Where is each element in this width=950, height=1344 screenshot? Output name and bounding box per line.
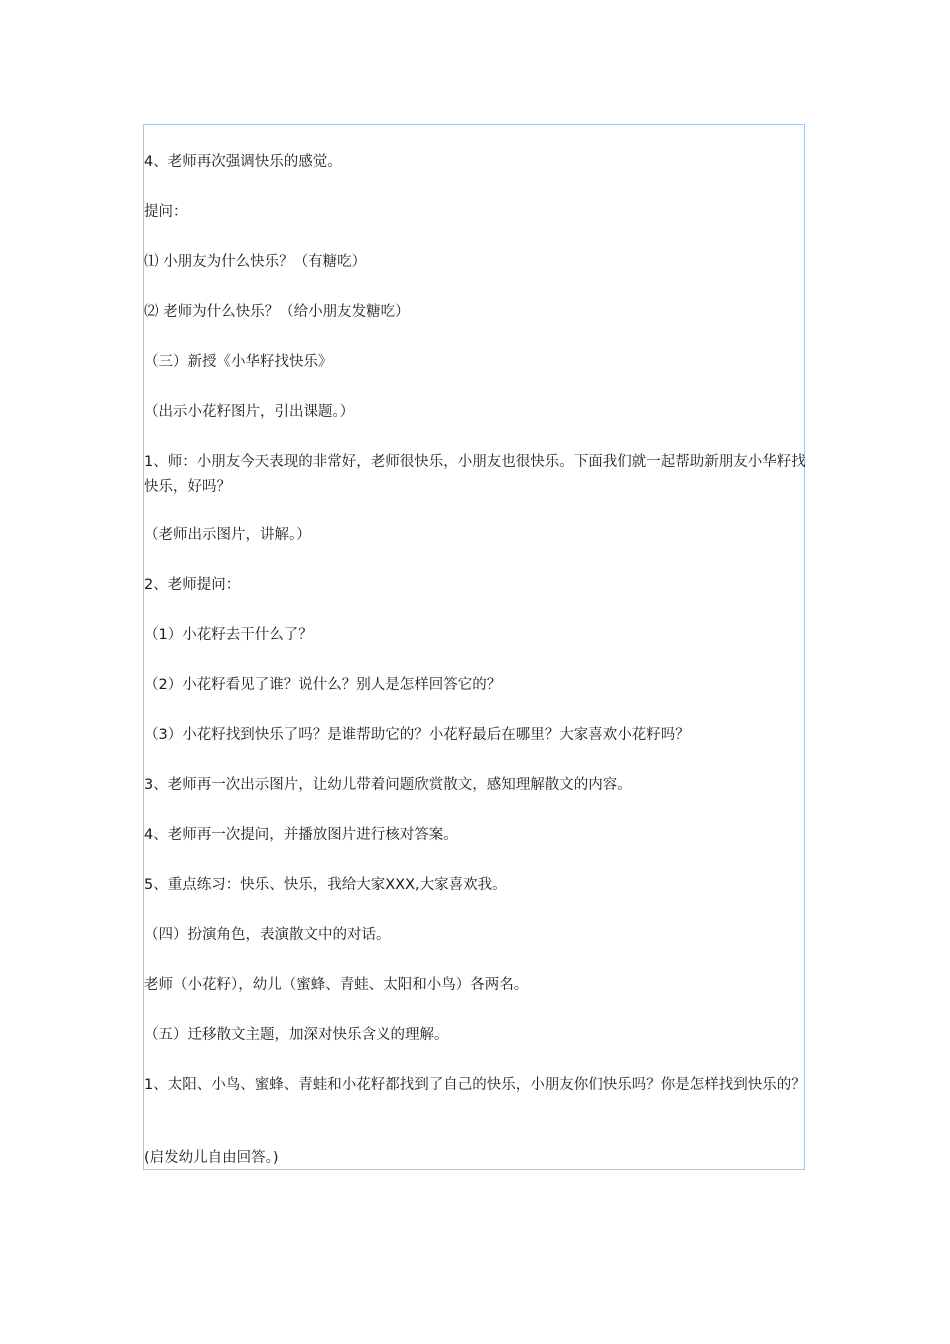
content-frame — [143, 124, 805, 1170]
paragraph-15: 5、重点练习：快乐、快乐，我给大家XXX,大家喜欢我。 — [144, 877, 507, 893]
paragraph-12: （3）小花籽找到快乐了吗？是谁帮助它的？小花籽最后在哪里？大家喜欢小花籽吗？ — [144, 727, 690, 743]
paragraph-16: （四）扮演角色，表演散文中的对话。 — [144, 927, 391, 943]
paragraph-7: 1、师：小朋友今天表现的非常好，老师很快乐，小朋友也很快乐。下面我们就一起帮助新朋友小华籽找快乐，好吗？ — [144, 454, 806, 495]
paragraph-11: （2）小花籽看见了谁？说什么？别人是怎样回答它的？ — [144, 677, 502, 693]
paragraph-14: 4、老师再一次提问，并播放图片进行核对答案。 — [144, 827, 458, 843]
paragraph-2: 提问： — [144, 204, 188, 220]
paragraph-5: （三）新授《小华籽找快乐》 — [144, 354, 333, 370]
paragraph-17: 老师（小花籽），幼儿（蜜蜂、青蛙、太阳和小鸟）各两名。 — [144, 977, 529, 993]
paragraph-13: 3、老师再一次出示图片，让幼儿带着问题欣赏散文，感知理解散文的内容。 — [144, 777, 632, 793]
paragraph-4: ⑵ 老师为什么快乐？（给小朋友发糖吃） — [144, 304, 410, 320]
paragraph-6: （出示小花籽图片，引出课题。） — [144, 404, 355, 420]
paragraph-10: （1）小花籽去干什么了？ — [144, 627, 313, 643]
paragraph-3: ⑴ 小朋友为什么快乐？（有糖吃） — [144, 254, 367, 270]
paragraph-8: （老师出示图片，讲解。） — [144, 527, 311, 543]
paragraph-9: 2、老师提问： — [144, 577, 241, 593]
paragraph-20: (启发幼儿自由回答。) — [144, 1150, 279, 1166]
paragraph-19: 1、太阳、小鸟、蜜蜂、青蛙和小花籽都找到了自己的快乐，小朋友你们快乐吗？你是怎样找到快乐的？ — [144, 1077, 806, 1093]
paragraph-1: 4、老师再次强调快乐的感觉。 — [144, 154, 342, 170]
paragraph-18: （五）迁移散文主题，加深对快乐含义的理解。 — [144, 1027, 449, 1043]
